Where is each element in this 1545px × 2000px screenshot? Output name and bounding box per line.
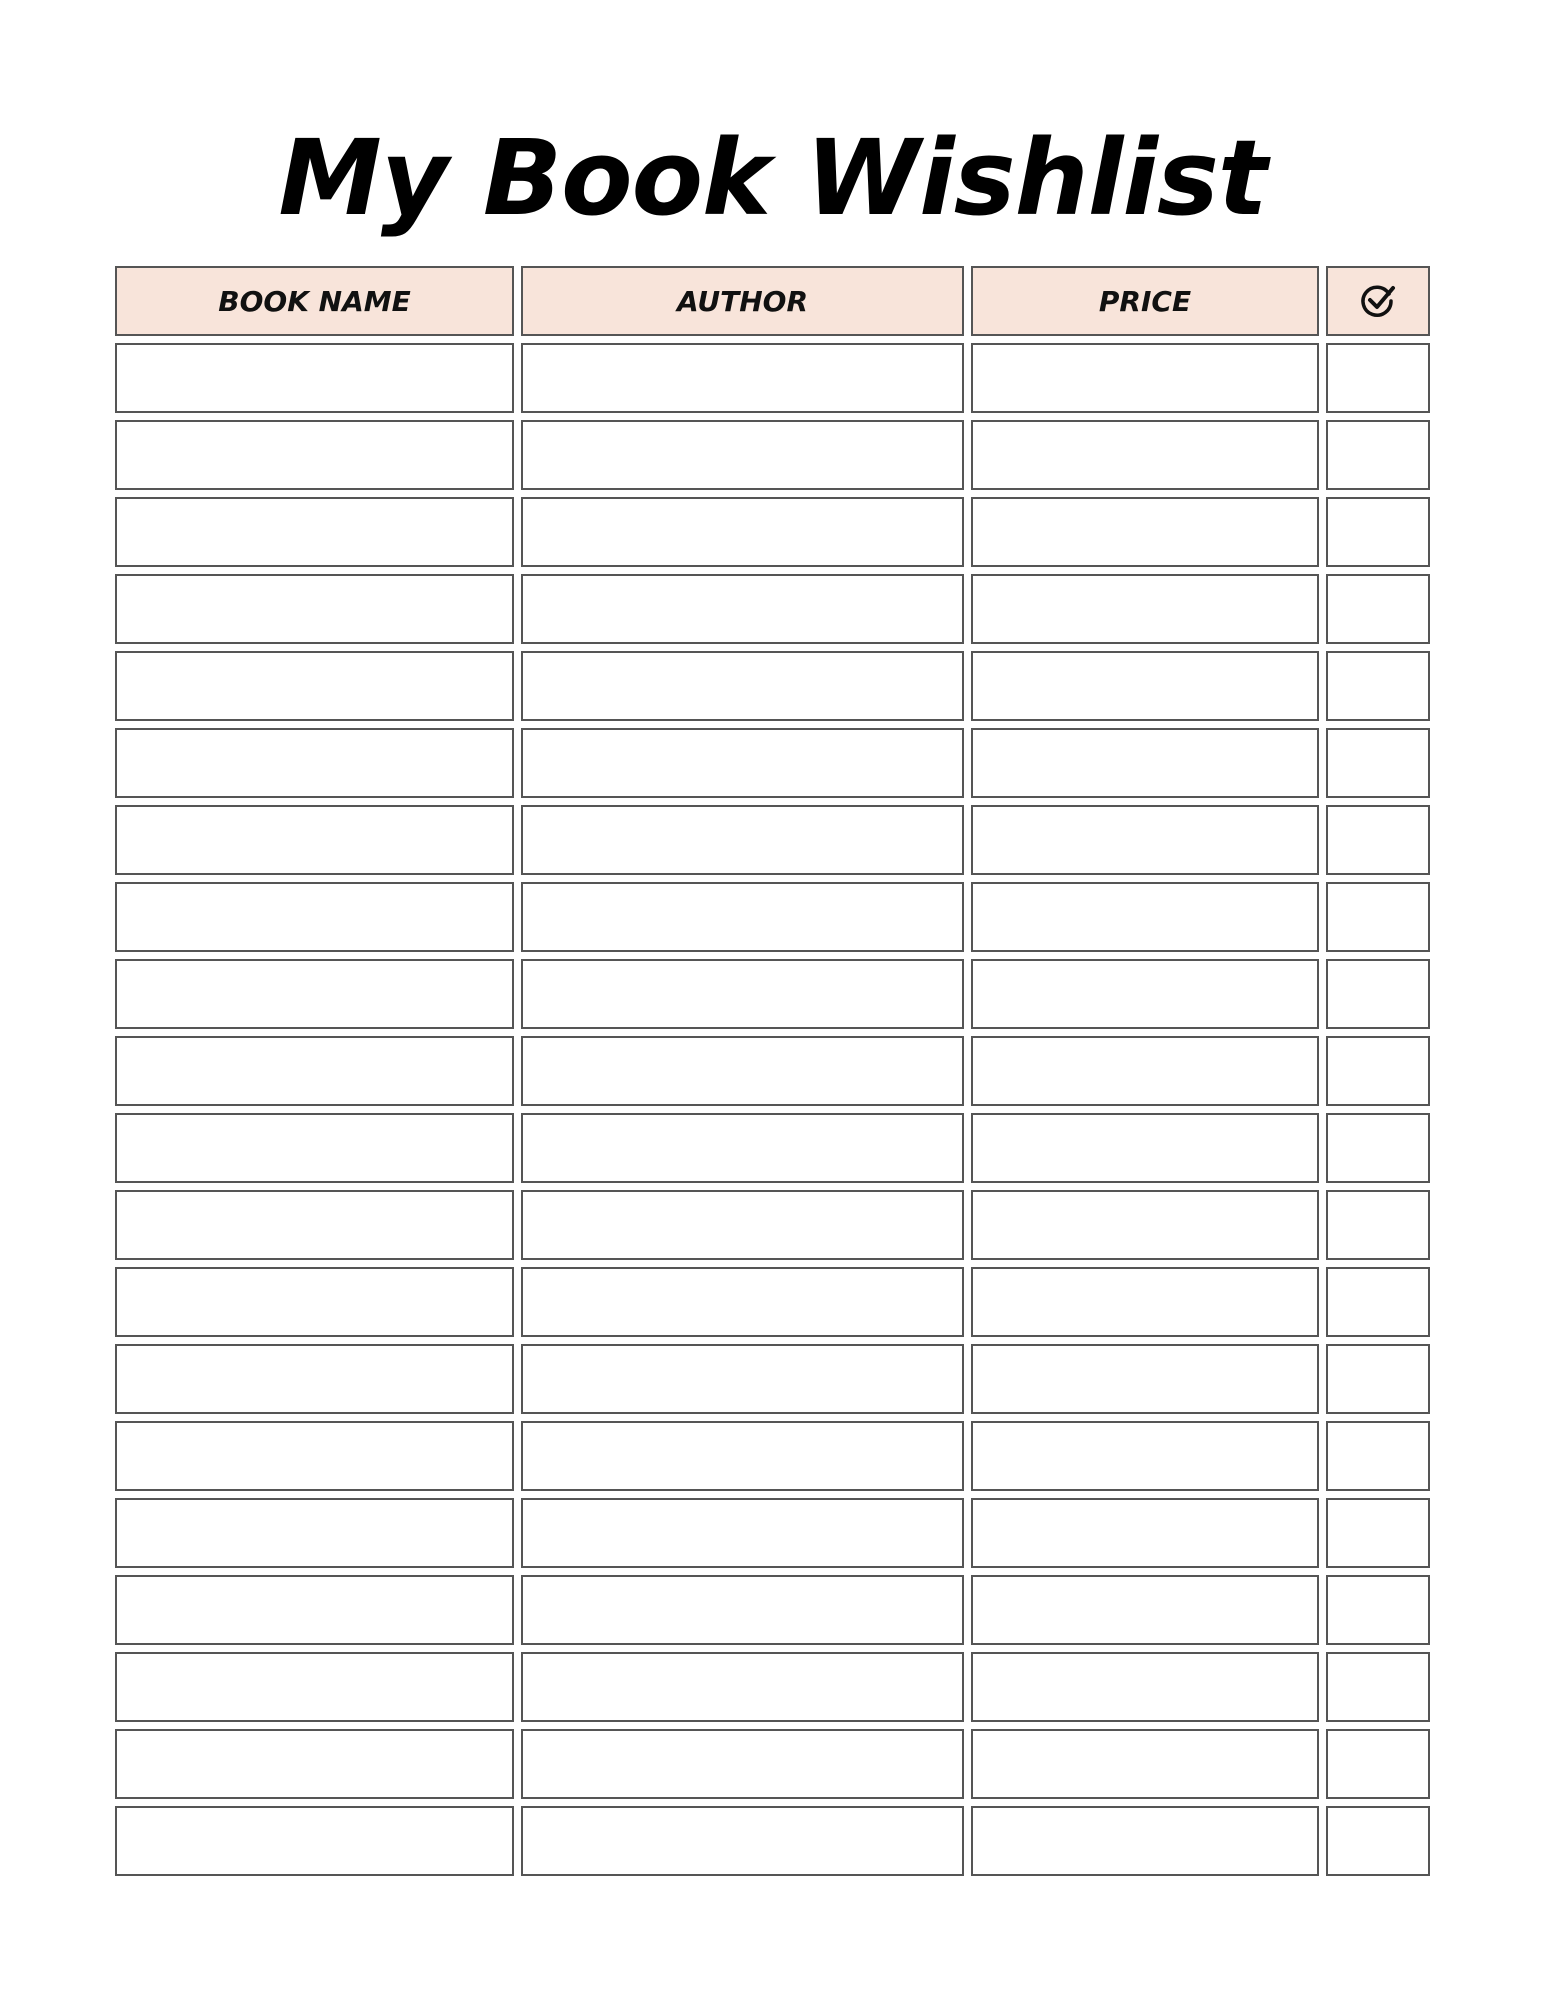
table-row xyxy=(115,1652,1430,1722)
column-header-price: PRICE xyxy=(971,266,1319,336)
table-row xyxy=(115,1575,1430,1645)
table-body xyxy=(115,343,1430,1876)
author-cell[interactable] xyxy=(521,1113,964,1183)
done-checkbox-cell[interactable] xyxy=(1326,1190,1430,1260)
table-row xyxy=(115,959,1430,1029)
done-checkbox-cell[interactable] xyxy=(1326,1421,1430,1491)
price-cell[interactable] xyxy=(971,882,1319,952)
done-checkbox-cell[interactable] xyxy=(1326,1267,1430,1337)
table-row xyxy=(115,1190,1430,1260)
author-cell[interactable] xyxy=(521,1421,964,1491)
book-name-cell[interactable] xyxy=(115,1421,514,1491)
table-row xyxy=(115,728,1430,798)
price-cell[interactable] xyxy=(971,1575,1319,1645)
book-name-cell[interactable] xyxy=(115,959,514,1029)
price-cell[interactable] xyxy=(971,1036,1319,1106)
table-row xyxy=(115,1498,1430,1568)
book-name-cell[interactable] xyxy=(115,651,514,721)
book-name-cell[interactable] xyxy=(115,1190,514,1260)
book-name-cell[interactable] xyxy=(115,420,514,490)
done-checkbox-cell[interactable] xyxy=(1326,805,1430,875)
book-name-cell[interactable] xyxy=(115,497,514,567)
price-cell[interactable] xyxy=(971,1190,1319,1260)
book-name-cell[interactable] xyxy=(115,1036,514,1106)
book-name-cell[interactable] xyxy=(115,1267,514,1337)
author-cell[interactable] xyxy=(521,1729,964,1799)
page-title: My Book Wishlist xyxy=(278,117,1267,239)
done-checkbox-cell[interactable] xyxy=(1326,1652,1430,1722)
column-header-author: AUTHOR xyxy=(521,266,964,336)
price-cell[interactable] xyxy=(971,1344,1319,1414)
book-name-cell[interactable] xyxy=(115,1729,514,1799)
author-cell[interactable] xyxy=(521,651,964,721)
book-name-cell[interactable] xyxy=(115,882,514,952)
author-cell[interactable] xyxy=(521,728,964,798)
table-row xyxy=(115,574,1430,644)
book-name-cell[interactable] xyxy=(115,1575,514,1645)
price-cell[interactable] xyxy=(971,959,1319,1029)
table-row xyxy=(115,1267,1430,1337)
done-checkbox-cell[interactable] xyxy=(1326,959,1430,1029)
column-header-done xyxy=(1326,266,1430,336)
table-row xyxy=(115,805,1430,875)
table-row xyxy=(115,420,1430,490)
price-cell[interactable] xyxy=(971,420,1319,490)
book-name-cell[interactable] xyxy=(115,1498,514,1568)
table-row xyxy=(115,1806,1430,1876)
book-name-cell[interactable] xyxy=(115,343,514,413)
table-row xyxy=(115,651,1430,721)
done-checkbox-cell[interactable] xyxy=(1326,882,1430,952)
price-cell[interactable] xyxy=(971,497,1319,567)
author-cell[interactable] xyxy=(521,882,964,952)
book-name-cell[interactable] xyxy=(115,728,514,798)
author-cell[interactable] xyxy=(521,420,964,490)
book-name-cell[interactable] xyxy=(115,574,514,644)
price-cell[interactable] xyxy=(971,1806,1319,1876)
table-row xyxy=(115,882,1430,952)
author-cell[interactable] xyxy=(521,1498,964,1568)
price-cell[interactable] xyxy=(971,1652,1319,1722)
book-name-cell[interactable] xyxy=(115,1113,514,1183)
price-cell[interactable] xyxy=(971,574,1319,644)
table-row xyxy=(115,1729,1430,1799)
author-cell[interactable] xyxy=(521,343,964,413)
done-checkbox-cell[interactable] xyxy=(1326,420,1430,490)
price-cell[interactable] xyxy=(971,343,1319,413)
done-checkbox-cell[interactable] xyxy=(1326,1344,1430,1414)
done-checkbox-cell[interactable] xyxy=(1326,651,1430,721)
done-checkbox-cell[interactable] xyxy=(1326,1806,1430,1876)
done-checkbox-cell[interactable] xyxy=(1326,1113,1430,1183)
price-cell[interactable] xyxy=(971,1729,1319,1799)
done-checkbox-cell[interactable] xyxy=(1326,574,1430,644)
author-cell[interactable] xyxy=(521,959,964,1029)
author-cell[interactable] xyxy=(521,574,964,644)
author-cell[interactable] xyxy=(521,1344,964,1414)
author-cell[interactable] xyxy=(521,497,964,567)
price-cell[interactable] xyxy=(971,651,1319,721)
done-checkbox-cell[interactable] xyxy=(1326,1575,1430,1645)
price-cell[interactable] xyxy=(971,1267,1319,1337)
table-row xyxy=(115,1344,1430,1414)
table-row xyxy=(115,1113,1430,1183)
price-cell[interactable] xyxy=(971,805,1319,875)
price-cell[interactable] xyxy=(971,1421,1319,1491)
price-cell[interactable] xyxy=(971,1113,1319,1183)
book-name-cell[interactable] xyxy=(115,805,514,875)
author-cell[interactable] xyxy=(521,1036,964,1106)
price-cell[interactable] xyxy=(971,728,1319,798)
done-checkbox-cell[interactable] xyxy=(1326,1729,1430,1799)
wishlist-table xyxy=(115,266,1430,1883)
author-cell[interactable] xyxy=(521,805,964,875)
done-checkbox-cell[interactable] xyxy=(1326,728,1430,798)
author-cell[interactable] xyxy=(521,1575,964,1645)
table-header-row xyxy=(115,266,1430,336)
author-cell[interactable] xyxy=(521,1267,964,1337)
column-header-book-name: BOOK NAME xyxy=(115,266,514,336)
table-row xyxy=(115,1421,1430,1491)
check-circle-icon xyxy=(1358,281,1398,321)
table-row xyxy=(115,497,1430,567)
done-checkbox-cell[interactable] xyxy=(1326,1036,1430,1106)
done-checkbox-cell[interactable] xyxy=(1326,1498,1430,1568)
author-cell[interactable] xyxy=(521,1806,964,1876)
table-row xyxy=(115,343,1430,413)
book-name-cell[interactable] xyxy=(115,1344,514,1414)
done-checkbox-cell[interactable] xyxy=(1326,343,1430,413)
price-cell[interactable] xyxy=(971,1498,1319,1568)
author-cell[interactable] xyxy=(521,1190,964,1260)
book-name-cell[interactable] xyxy=(115,1652,514,1722)
table-row xyxy=(115,1036,1430,1106)
book-name-cell[interactable] xyxy=(115,1806,514,1876)
author-cell[interactable] xyxy=(521,1652,964,1722)
done-checkbox-cell[interactable] xyxy=(1326,497,1430,567)
